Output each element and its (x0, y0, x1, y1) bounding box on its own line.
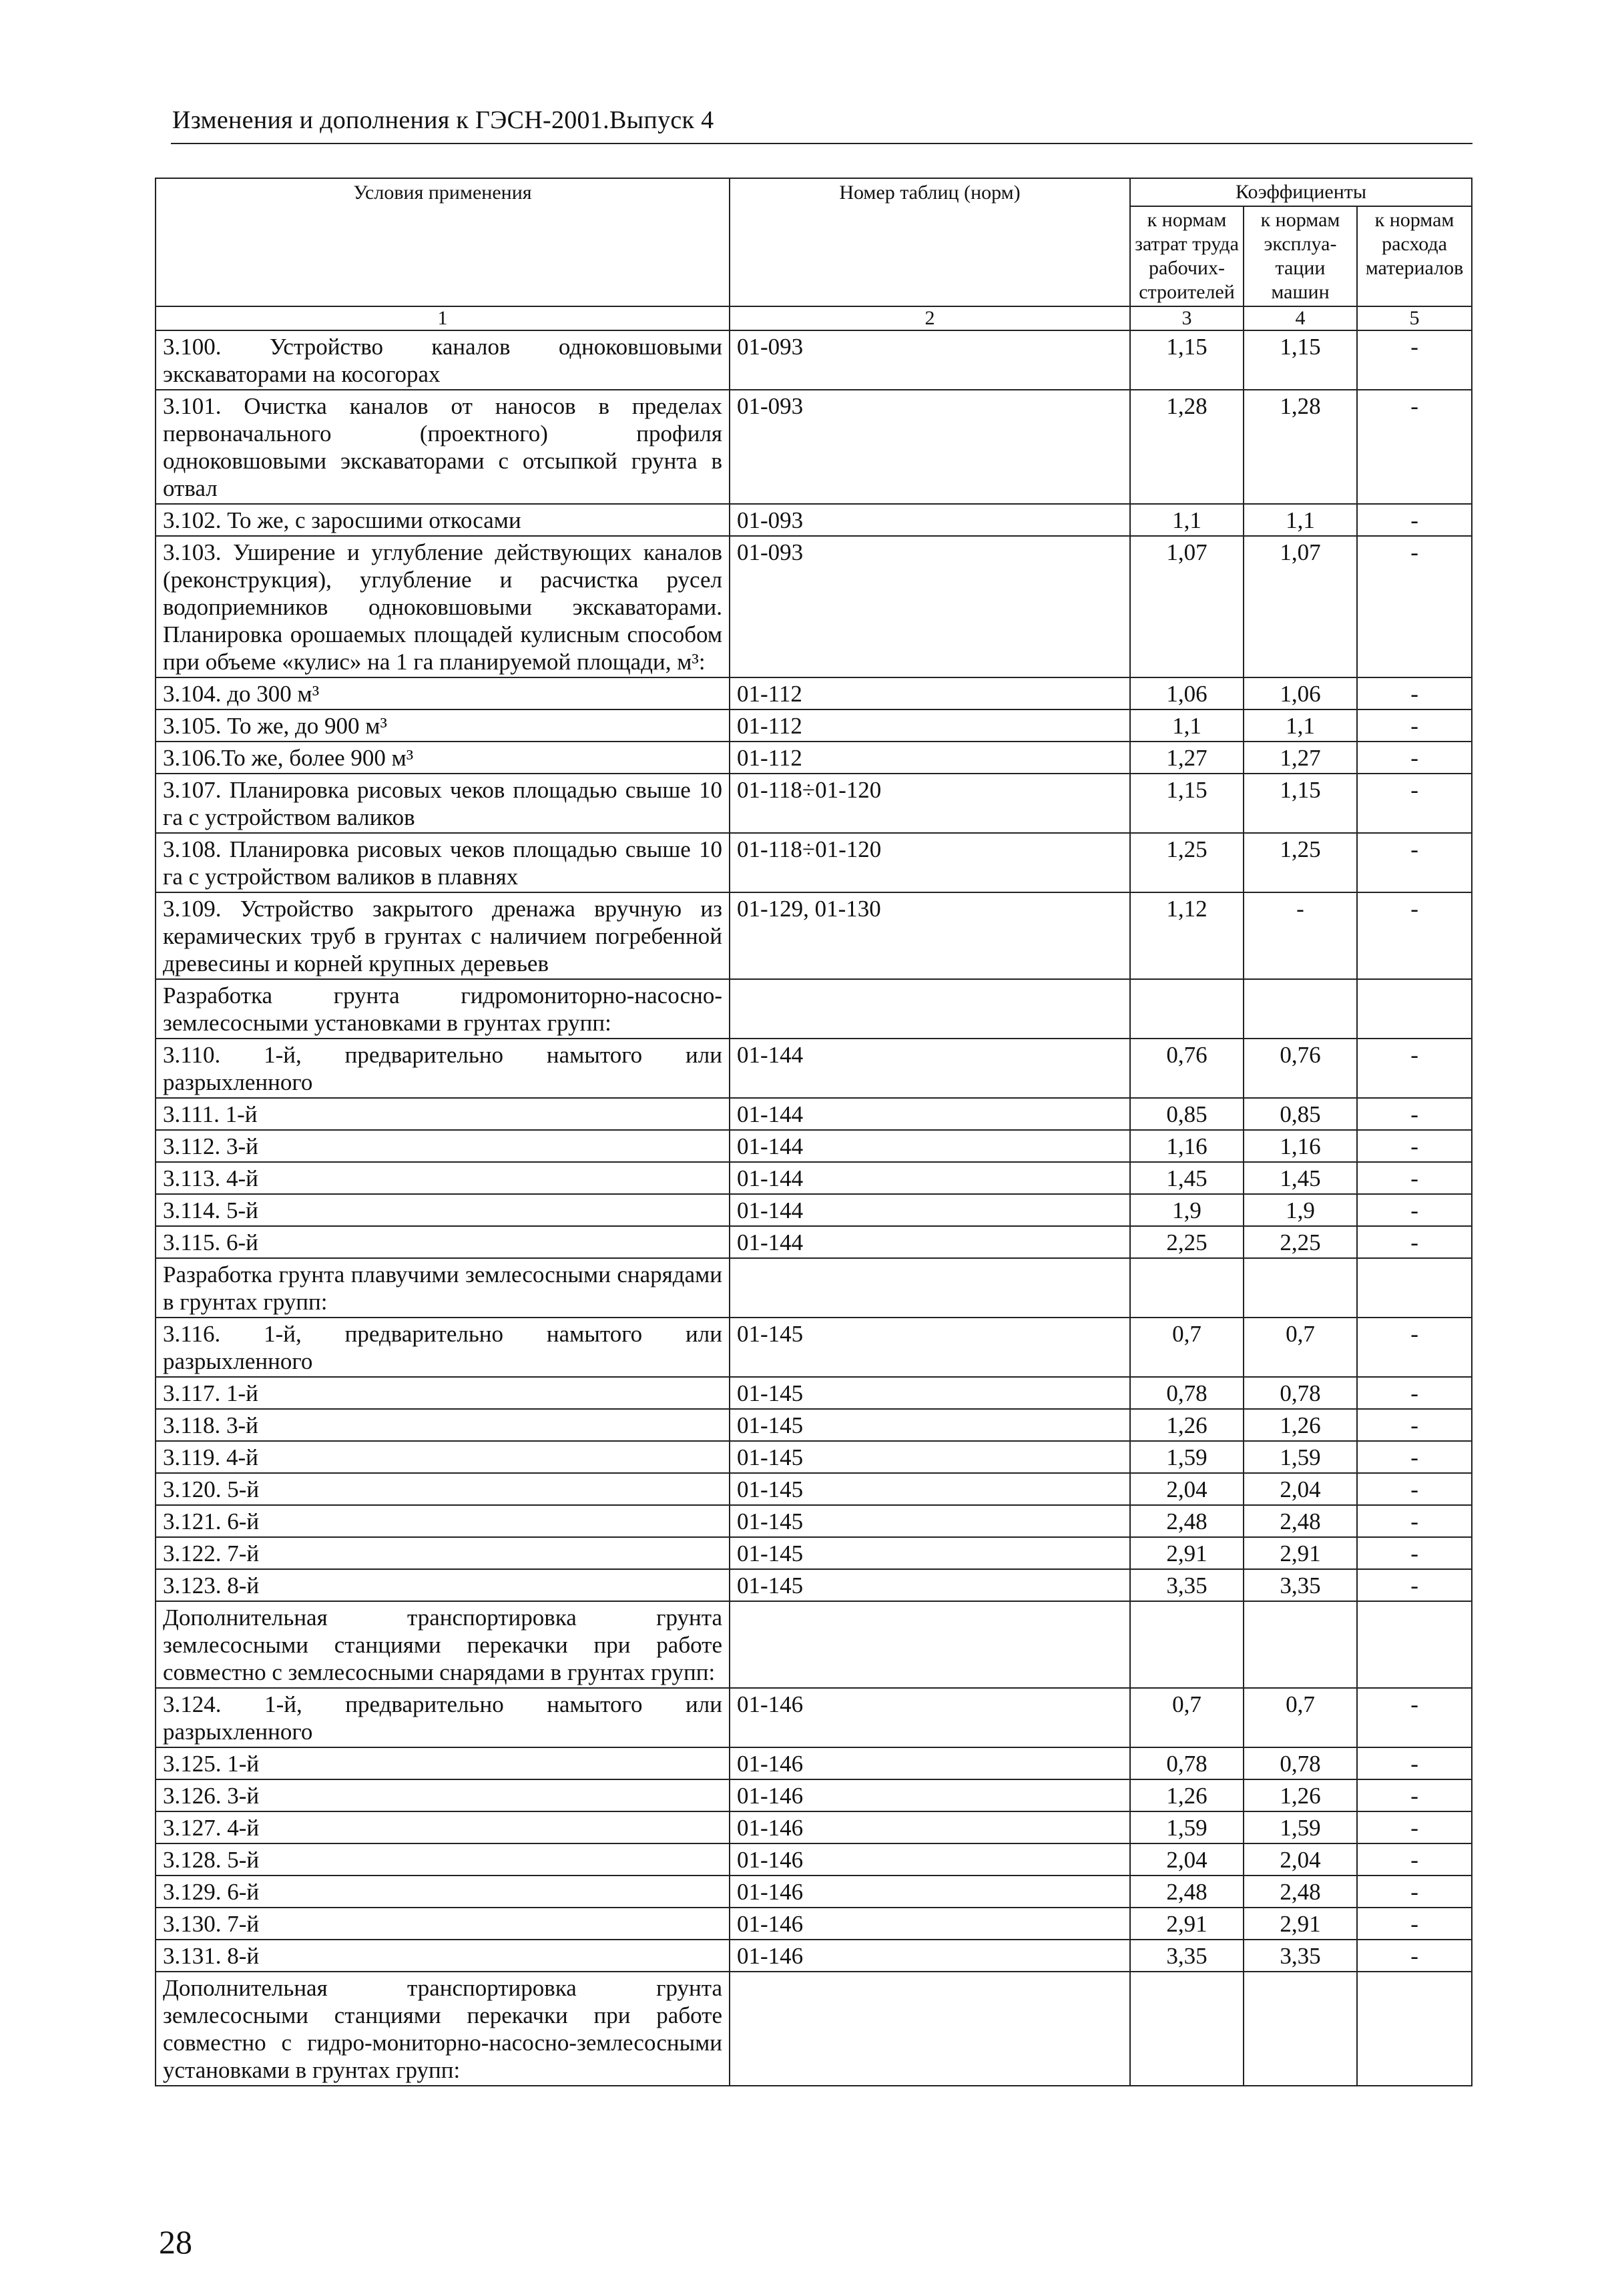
machine-coefficient-cell: 0,78 (1244, 1747, 1357, 1779)
material-coefficient-cell: - (1357, 330, 1472, 390)
table-number-cell: 01-146 (730, 1908, 1130, 1940)
table-row (156, 677, 1472, 709)
table-number-cell: 01-129, 01-130 (730, 892, 1130, 979)
condition-cell: 3.127. 4-й (156, 1811, 730, 1843)
labor-coefficient-cell: 1,1 (1130, 709, 1244, 742)
material-coefficient-cell: - (1357, 1843, 1472, 1876)
machine-coefficient-cell: 1,26 (1244, 1779, 1357, 1811)
labor-coefficient-cell: 0,7 (1130, 1688, 1244, 1747)
machine-coefficient-cell: 1,16 (1244, 1130, 1357, 1162)
material-coefficient-cell: - (1357, 536, 1472, 677)
table-row (156, 1409, 1472, 1441)
labor-coefficient-cell: 1,26 (1130, 1779, 1244, 1811)
table-row (156, 774, 1472, 833)
table-row (156, 1843, 1472, 1876)
table-row (156, 1688, 1472, 1747)
table-number-cell: 01-145 (730, 1537, 1130, 1569)
table-row (156, 330, 1472, 390)
labor-coefficient-cell: 1,16 (1130, 1130, 1244, 1162)
condition-cell: 3.100. Устройство каналов одноковшовыми экскаваторами на косогорах (156, 330, 730, 390)
material-coefficient-cell: - (1357, 1811, 1472, 1843)
material-coefficient-cell: - (1357, 1473, 1472, 1505)
condition-cell: 3.119. 4-й (156, 1441, 730, 1473)
machine-coefficient-cell: 2,25 (1244, 1226, 1357, 1258)
machine-coefficient-cell: 1,45 (1244, 1162, 1357, 1194)
table-number-cell: 01-144 (730, 1194, 1130, 1226)
table-number-cell: 01-093 (730, 330, 1130, 390)
labor-coefficient-cell: 1,25 (1130, 833, 1244, 892)
machine-coefficient-cell: 2,04 (1244, 1843, 1357, 1876)
table-number-cell (730, 1601, 1130, 1688)
labor-coefficient-cell: 2,48 (1130, 1876, 1244, 1908)
condition-cell: 3.111. 1-й (156, 1098, 730, 1130)
labor-coefficient-cell: 0,78 (1130, 1747, 1244, 1779)
condition-cell: 3.129. 6-й (156, 1876, 730, 1908)
table-number-cell: 01-118÷01-120 (730, 774, 1130, 833)
condition-cell: 3.131. 8-й (156, 1940, 730, 1972)
table-number-cell: 01-093 (730, 504, 1130, 536)
table-row (156, 1569, 1472, 1601)
machine-coefficient-cell: 0,7 (1244, 1318, 1357, 1377)
machine-coefficient-cell: 2,91 (1244, 1537, 1357, 1569)
labor-coefficient-cell: 1,1 (1130, 504, 1244, 536)
table-row (156, 1098, 1472, 1130)
material-coefficient-cell: - (1357, 1377, 1472, 1409)
labor-coefficient-cell (1130, 1601, 1244, 1688)
machine-coefficient-cell (1244, 1601, 1357, 1688)
condition-cell: 3.112. 3-й (156, 1130, 730, 1162)
table-number-cell: 01-112 (730, 709, 1130, 742)
labor-coefficient-cell: 1,07 (1130, 536, 1244, 677)
machine-coefficient-cell: 1,07 (1244, 536, 1357, 677)
header-row-1 (156, 178, 1472, 206)
condition-cell: 3.108. Планировка рисовых чеков площадью свыше 10 га с устройством валиков в плавнях (156, 833, 730, 892)
header-machines: к нормам эксплуа-тации машин (1244, 206, 1357, 306)
header-conditions: Условия применения (156, 178, 730, 306)
material-coefficient-cell: - (1357, 1876, 1472, 1908)
machine-coefficient-cell: 3,35 (1244, 1940, 1357, 1972)
column-number: 4 (1244, 306, 1357, 330)
column-number: 2 (730, 306, 1130, 330)
table-number-cell: 01-093 (730, 536, 1130, 677)
machine-coefficient-cell: 3,35 (1244, 1569, 1357, 1601)
condition-cell: 3.128. 5-й (156, 1843, 730, 1876)
labor-coefficient-cell: 2,48 (1130, 1505, 1244, 1537)
material-coefficient-cell: - (1357, 892, 1472, 979)
table-row (156, 1377, 1472, 1409)
labor-coefficient-cell: 0,85 (1130, 1098, 1244, 1130)
machine-coefficient-cell: 1,26 (1244, 1409, 1357, 1441)
condition-cell: 3.113. 4-й (156, 1162, 730, 1194)
table-row (156, 1194, 1472, 1226)
condition-cell: Разработка грунта гидромониторно-насосно-землесосными установками в грунтах групп: (156, 979, 730, 1039)
material-coefficient-cell: - (1357, 1130, 1472, 1162)
table-row (156, 536, 1472, 677)
machine-coefficient-cell: 1,15 (1244, 330, 1357, 390)
condition-cell: 3.114. 5-й (156, 1194, 730, 1226)
labor-coefficient-cell (1130, 979, 1244, 1039)
machine-coefficient-cell: 0,78 (1244, 1377, 1357, 1409)
labor-coefficient-cell: 1,59 (1130, 1811, 1244, 1843)
condition-cell: 3.124. 1-й, предварительно намытого или разрыхленного (156, 1688, 730, 1747)
material-coefficient-cell: - (1357, 1409, 1472, 1441)
material-coefficient-cell: - (1357, 1779, 1472, 1811)
machine-coefficient-cell: 2,48 (1244, 1876, 1357, 1908)
material-coefficient-cell: - (1357, 1569, 1472, 1601)
condition-cell: Дополнительная транспортировка грунта землесосными станциями перекачки при работе совместно с землесосными снарядами в грунтах групп: (156, 1601, 730, 1688)
header-materials: к нормам расхода материалов (1357, 206, 1472, 306)
table-row (156, 1505, 1472, 1537)
condition-cell: 3.123. 8-й (156, 1569, 730, 1601)
column-number: 5 (1357, 306, 1472, 330)
material-coefficient-cell: - (1357, 774, 1472, 833)
material-coefficient-cell: - (1357, 1940, 1472, 1972)
table-number-cell: 01-118÷01-120 (730, 833, 1130, 892)
condition-cell: 3.101. Очистка каналов от наносов в пределах первоначального (проектного) профиля одноковшовыми экскаваторами с отсыпкой грунта в отвал (156, 390, 730, 504)
labor-coefficient-cell: 1,45 (1130, 1162, 1244, 1194)
table-row (156, 1162, 1472, 1194)
labor-coefficient-cell: 2,04 (1130, 1843, 1244, 1876)
machine-coefficient-cell: 1,59 (1244, 1811, 1357, 1843)
table-number-cell: 01-145 (730, 1377, 1130, 1409)
material-coefficient-cell: - (1357, 390, 1472, 504)
material-coefficient-cell: - (1357, 1226, 1472, 1258)
material-coefficient-cell: - (1357, 709, 1472, 742)
column-number: 1 (156, 306, 730, 330)
table-number-cell: 01-112 (730, 677, 1130, 709)
table-row (156, 1779, 1472, 1811)
labor-coefficient-cell: 3,35 (1130, 1940, 1244, 1972)
material-coefficient-cell (1357, 1258, 1472, 1318)
labor-coefficient-cell (1130, 1972, 1244, 2086)
condition-cell: 3.126. 3-й (156, 1779, 730, 1811)
table-number-cell: 01-112 (730, 742, 1130, 774)
table-row (156, 1940, 1472, 1972)
condition-cell: Дополнительная транспортировка грунта землесосными станциями перекачки при работе совместно с гидро-мониторно-насосно-землесосными установками в грунтах групп: (156, 1972, 730, 2086)
table-number-cell: 01-144 (730, 1130, 1130, 1162)
condition-cell: 3.107. Планировка рисовых чеков площадью свыше 10 га с устройством валиков (156, 774, 730, 833)
machine-coefficient-cell: 1,15 (1244, 774, 1357, 833)
table-number-cell (730, 1972, 1130, 2086)
condition-cell: Разработка грунта плавучими землесосными снарядами в грунтах групп: (156, 1258, 730, 1318)
labor-coefficient-cell: 2,91 (1130, 1908, 1244, 1940)
labor-coefficient-cell (1130, 1258, 1244, 1318)
condition-cell: 3.102. То же, с заросшими откосами (156, 504, 730, 536)
table-number-cell: 01-146 (730, 1843, 1130, 1876)
machine-coefficient-cell: 0,76 (1244, 1039, 1357, 1098)
table-row (156, 833, 1472, 892)
material-coefficient-cell: - (1357, 677, 1472, 709)
machine-coefficient-cell: 0,85 (1244, 1098, 1357, 1130)
labor-coefficient-cell: 0,7 (1130, 1318, 1244, 1377)
table-number-cell: 01-146 (730, 1876, 1130, 1908)
table-row (156, 390, 1472, 504)
table-number-cell: 01-146 (730, 1940, 1130, 1972)
material-coefficient-cell: - (1357, 1162, 1472, 1194)
table-row (156, 1747, 1472, 1779)
machine-coefficient-cell (1244, 1972, 1357, 2086)
table-row (156, 1972, 1472, 2086)
table-row (156, 1811, 1472, 1843)
table-number-cell: 01-145 (730, 1505, 1130, 1537)
table-row (156, 1537, 1472, 1569)
condition-cell: 3.125. 1-й (156, 1747, 730, 1779)
machine-coefficient-cell: 2,04 (1244, 1473, 1357, 1505)
machine-coefficient-cell: 1,1 (1244, 709, 1357, 742)
condition-cell: 3.120. 5-й (156, 1473, 730, 1505)
table-number-cell (730, 1258, 1130, 1318)
material-coefficient-cell: - (1357, 1039, 1472, 1098)
labor-coefficient-cell: 1,59 (1130, 1441, 1244, 1473)
table-row (156, 1039, 1472, 1098)
column-number: 3 (1130, 306, 1244, 330)
table-number-cell: 01-146 (730, 1779, 1130, 1811)
table-number-cell (730, 979, 1130, 1039)
material-coefficient-cell: - (1357, 1441, 1472, 1473)
condition-cell: 3.130. 7-й (156, 1908, 730, 1940)
labor-coefficient-cell: 1,15 (1130, 774, 1244, 833)
material-coefficient-cell (1357, 979, 1472, 1039)
machine-coefficient-cell (1244, 1258, 1357, 1318)
table-row (156, 1130, 1472, 1162)
machine-coefficient-cell: 1,1 (1244, 504, 1357, 536)
machine-coefficient-cell: 2,91 (1244, 1908, 1357, 1940)
material-coefficient-cell: - (1357, 1098, 1472, 1130)
material-coefficient-cell: - (1357, 742, 1472, 774)
labor-coefficient-cell: 0,78 (1130, 1377, 1244, 1409)
page-header-title: Изменения и дополнения к ГЭСН-2001.Выпуск 4 (172, 106, 714, 134)
machine-coefficient-cell: 2,48 (1244, 1505, 1357, 1537)
table-row (156, 1473, 1472, 1505)
machine-coefficient-cell: 1,27 (1244, 742, 1357, 774)
labor-coefficient-cell: 1,15 (1130, 330, 1244, 390)
machine-coefficient-cell: 1,9 (1244, 1194, 1357, 1226)
header-divider (171, 143, 1473, 144)
labor-coefficient-cell: 2,25 (1130, 1226, 1244, 1258)
material-coefficient-cell: - (1357, 1688, 1472, 1747)
table-number-cell: 01-145 (730, 1473, 1130, 1505)
material-coefficient-cell: - (1357, 1318, 1472, 1377)
material-coefficient-cell: - (1357, 1537, 1472, 1569)
material-coefficient-cell (1357, 1601, 1472, 1688)
table-number-cell: 01-146 (730, 1811, 1130, 1843)
table-number-cell: 01-093 (730, 390, 1130, 504)
labor-coefficient-cell: 1,9 (1130, 1194, 1244, 1226)
table-number-cell: 01-145 (730, 1441, 1130, 1473)
material-coefficient-cell (1357, 1972, 1472, 2086)
labor-coefficient-cell: 1,26 (1130, 1409, 1244, 1441)
table-row (156, 1601, 1472, 1688)
table-body (156, 178, 1472, 2086)
table-row (156, 1908, 1472, 1940)
table-row (156, 1258, 1472, 1318)
table-row (156, 742, 1472, 774)
material-coefficient-cell: - (1357, 1194, 1472, 1226)
condition-cell: 3.116. 1-й, предварительно намытого или разрыхленного (156, 1318, 730, 1377)
table-row (156, 1876, 1472, 1908)
machine-coefficient-cell (1244, 979, 1357, 1039)
table-row (156, 1441, 1472, 1473)
table-number-cell: 01-146 (730, 1747, 1130, 1779)
machine-coefficient-cell: 1,25 (1244, 833, 1357, 892)
column-number-row (156, 306, 1472, 330)
table-number-cell: 01-144 (730, 1098, 1130, 1130)
table-number-cell: 01-144 (730, 1162, 1130, 1194)
table-row (156, 1226, 1472, 1258)
condition-cell: 3.121. 6-й (156, 1505, 730, 1537)
machine-coefficient-cell: - (1244, 892, 1357, 979)
table-row (156, 709, 1472, 742)
header-labor: к нормам затрат труда рабочих-строителей (1130, 206, 1244, 306)
condition-cell: 3.115. 6-й (156, 1226, 730, 1258)
table-row (156, 892, 1472, 979)
condition-cell: 3.117. 1-й (156, 1377, 730, 1409)
table-number-cell: 01-144 (730, 1226, 1130, 1258)
condition-cell: 3.105. То же, до 900 м³ (156, 709, 730, 742)
condition-cell: 3.109. Устройство закрытого дренажа вручную из керамических труб в грунтах с наличием погребенной древесины и корней крупных деревьев (156, 892, 730, 979)
machine-coefficient-cell: 1,06 (1244, 677, 1357, 709)
labor-coefficient-cell: 1,28 (1130, 390, 1244, 504)
material-coefficient-cell: - (1357, 833, 1472, 892)
material-coefficient-cell: - (1357, 504, 1472, 536)
table-number-cell: 01-146 (730, 1688, 1130, 1747)
machine-coefficient-cell: 0,7 (1244, 1688, 1357, 1747)
labor-coefficient-cell: 1,27 (1130, 742, 1244, 774)
labor-coefficient-cell: 2,91 (1130, 1537, 1244, 1569)
table-row (156, 504, 1472, 536)
condition-cell: 3.103. Уширение и углубление действующих каналов (реконструкция), углубление и расчистка русел водоприемников одноковшовыми экскаваторами. Планировка орошаемых площадей кулисным способом при объеме «кулис» на 1 га планируемой площади, м³: (156, 536, 730, 677)
condition-cell: 3.122. 7-й (156, 1537, 730, 1569)
condition-cell: 3.118. 3-й (156, 1409, 730, 1441)
labor-coefficient-cell: 0,76 (1130, 1039, 1244, 1098)
labor-coefficient-cell: 1,06 (1130, 677, 1244, 709)
table-row (156, 979, 1472, 1039)
machine-coefficient-cell: 1,28 (1244, 390, 1357, 504)
header-coefficients: Коэффициенты (1130, 178, 1472, 206)
condition-cell: 3.104. до 300 м³ (156, 677, 730, 709)
labor-coefficient-cell: 3,35 (1130, 1569, 1244, 1601)
labor-coefficient-cell: 2,04 (1130, 1473, 1244, 1505)
table-row (156, 1318, 1472, 1377)
table-number-cell: 01-145 (730, 1409, 1130, 1441)
material-coefficient-cell: - (1357, 1505, 1472, 1537)
table-number-cell: 01-145 (730, 1569, 1130, 1601)
labor-coefficient-cell: 1,12 (1130, 892, 1244, 979)
table-number-cell: 01-145 (730, 1318, 1130, 1377)
coefficients-table (155, 178, 1473, 2086)
condition-cell: 3.110. 1-й, предварительно намытого или разрыхленного (156, 1039, 730, 1098)
material-coefficient-cell: - (1357, 1908, 1472, 1940)
table-number-cell: 01-144 (730, 1039, 1130, 1098)
material-coefficient-cell: - (1357, 1747, 1472, 1779)
page-number: 28 (159, 2223, 192, 2261)
header-table-number: Номер таблиц (норм) (730, 178, 1130, 306)
condition-cell: 3.106.То же, более 900 м³ (156, 742, 730, 774)
machine-coefficient-cell: 1,59 (1244, 1441, 1357, 1473)
